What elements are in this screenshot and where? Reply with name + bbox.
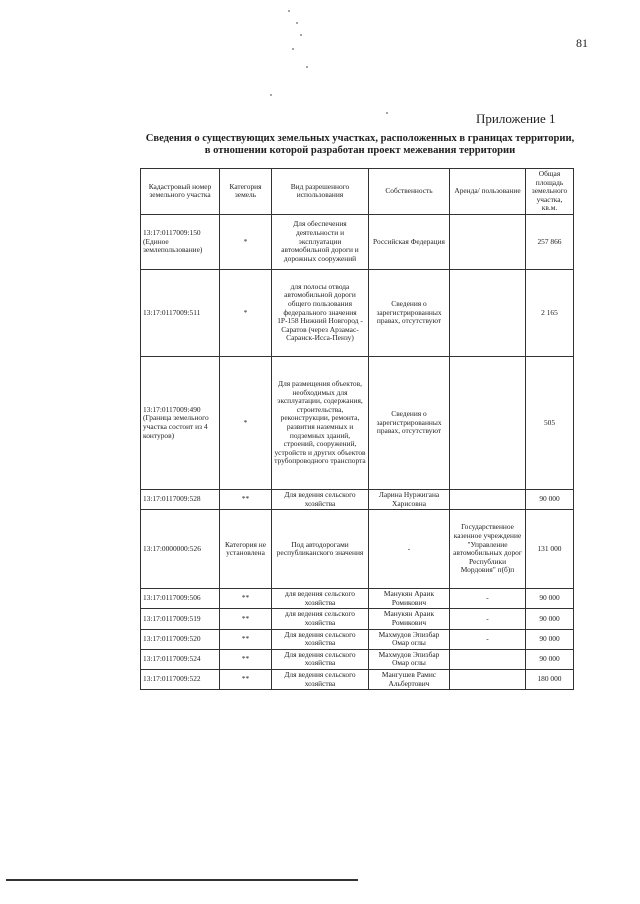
table-row [141, 269, 574, 356]
cell-lease [450, 269, 526, 356]
scan-speck [306, 66, 308, 68]
cell-ownership: Мангушев Рамис Альбертович [369, 669, 450, 689]
cell-cadastral-number: 13:17:0117009:520 [141, 629, 220, 649]
cell-land-category: ** [220, 609, 272, 629]
header-cadastral-number: Кадастровый номер земельного участка [141, 169, 220, 215]
cell-permitted-use: Под автодорогами республиканского значения [272, 510, 369, 589]
cell-lease [450, 489, 526, 509]
cell-cadastral-number: 13:17:0117009:490 (Граница земельного участка состоит из 4 контуров) [141, 356, 220, 489]
cell-total-area: 257 866 [526, 214, 574, 269]
header-ownership: Собственность [369, 169, 450, 215]
title-line-2: в отношении которой разработан проект межевания территории [204, 145, 516, 156]
table-row [141, 669, 574, 689]
cell-lease [450, 356, 526, 489]
table-row [141, 589, 574, 609]
cell-lease [450, 669, 526, 689]
cell-cadastral-number: 13:17:0117009:506 [141, 589, 220, 609]
scan-speck [288, 10, 290, 12]
cell-cadastral-number: 13:17:0117009:522 [141, 669, 220, 689]
cell-ownership: Российская Федерация [369, 214, 450, 269]
cell-ownership: Манукян Араик Ромикович [369, 609, 450, 629]
cell-land-category: ** [220, 589, 272, 609]
cell-total-area: 90 000 [526, 629, 574, 649]
cell-land-category: * [220, 269, 272, 356]
cell-total-area: 505 [526, 356, 574, 489]
cell-total-area: 90 000 [526, 609, 574, 629]
cell-total-area: 131 000 [526, 510, 574, 589]
cell-ownership: Сведения о зарегистрированных правах, отсутствуют [369, 269, 450, 356]
table-row [141, 214, 574, 269]
cell-lease [450, 649, 526, 669]
cell-cadastral-number: 13:17:0117009:150 (Единое землепользование) [141, 214, 220, 269]
cell-land-category: ** [220, 629, 272, 649]
cell-permitted-use: для полосы отвода автомобильной дороги общего пользования федерального значения 1Р-158 Нижний Новгород - Саратов (через Арзамас-Саранск-Исса-Пензу) [272, 269, 369, 356]
cell-total-area: 90 000 [526, 589, 574, 609]
appendix-label: Приложение 1 [476, 111, 556, 126]
cell-total-area: 90 000 [526, 649, 574, 669]
cell-ownership: Сведения о зарегистрированных правах, отсутствуют [369, 356, 450, 489]
cell-cadastral-number: 13:17:0117009:528 [141, 489, 220, 509]
table-row [141, 356, 574, 489]
cell-total-area: 180 000 [526, 669, 574, 689]
cell-ownership: Манукян Араик Ромикович [369, 589, 450, 609]
table-header-row [141, 169, 574, 215]
scan-speck [292, 48, 294, 50]
cell-ownership: Ларина Нуржигана Харисовна [369, 489, 450, 509]
cell-lease: Государственное казенное учреждение "Управление автомобильных дорог Республики Мордовия" п(б)п [450, 510, 526, 589]
cell-permitted-use: Для ведения сельского хозяйства [272, 629, 369, 649]
cell-lease [450, 214, 526, 269]
cell-total-area: 2 165 [526, 269, 574, 356]
cell-lease: - [450, 589, 526, 609]
header-lease: Аренда/ пользование [450, 169, 526, 215]
table-row [141, 489, 574, 509]
cell-permitted-use: для ведения сельского хозяйства [272, 609, 369, 629]
scan-speck [300, 34, 302, 36]
cell-land-category: Категория не установлена [220, 510, 272, 589]
cell-lease: - [450, 629, 526, 649]
document-title [140, 133, 580, 157]
table-row [141, 649, 574, 669]
scan-speck [386, 112, 388, 114]
cell-land-category: ** [220, 489, 272, 509]
page-number: 81 [576, 36, 588, 50]
scan-speck [270, 94, 272, 96]
cell-land-category: ** [220, 649, 272, 669]
cell-permitted-use: Для ведения сельского хозяйства [272, 669, 369, 689]
cell-permitted-use: Для размещения объектов, необходимых для эксплуатации, содержания, строительства, реконструкции, ремонта, развития наземных и подземных зданий, строений, сооружений, устройств и других объектов трубопроводного транспорта [272, 356, 369, 489]
cell-land-category: * [220, 356, 272, 489]
scan-speck [296, 22, 298, 24]
cell-cadastral-number: 13:17:0117009:519 [141, 609, 220, 629]
header-permitted-use: Вид разрешенного использования [272, 169, 369, 215]
cell-cadastral-number: 13:17:0117009:511 [141, 269, 220, 356]
title-line-1: Сведения о существующих земельных участках, расположенных в границах территории, [145, 133, 575, 144]
cell-cadastral-number: 13:17:0000000:526 [141, 510, 220, 589]
header-total-area: Общая площадь земельного участка, кв.м. [526, 169, 574, 215]
cell-ownership: - [369, 510, 450, 589]
table-row [141, 629, 574, 649]
cell-permitted-use: Для ведения сельского хозяйства [272, 649, 369, 669]
cell-permitted-use: Для обеспечения деятельности и эксплуатации автомобильной дороги и дорожных сооружений [272, 214, 369, 269]
cell-ownership: Махмудов Эпизбар Омар оглы [369, 629, 450, 649]
cell-permitted-use: для ведения сельского хозяйства [272, 589, 369, 609]
table-row [141, 609, 574, 629]
cell-land-category: * [220, 214, 272, 269]
cell-ownership: Махмудов Эпизбар Омар оглы [369, 649, 450, 669]
cell-land-category: ** [220, 669, 272, 689]
header-land-category: Категория земель [220, 169, 272, 215]
cell-total-area: 90 000 [526, 489, 574, 509]
cell-lease: - [450, 609, 526, 629]
table-row [141, 510, 574, 589]
cell-cadastral-number: 13:17:0117009:524 [141, 649, 220, 669]
land-plots-table [140, 168, 574, 690]
scan-edge-divider [6, 879, 358, 881]
cell-permitted-use: Для ведения сельского хозяйства [272, 489, 369, 509]
